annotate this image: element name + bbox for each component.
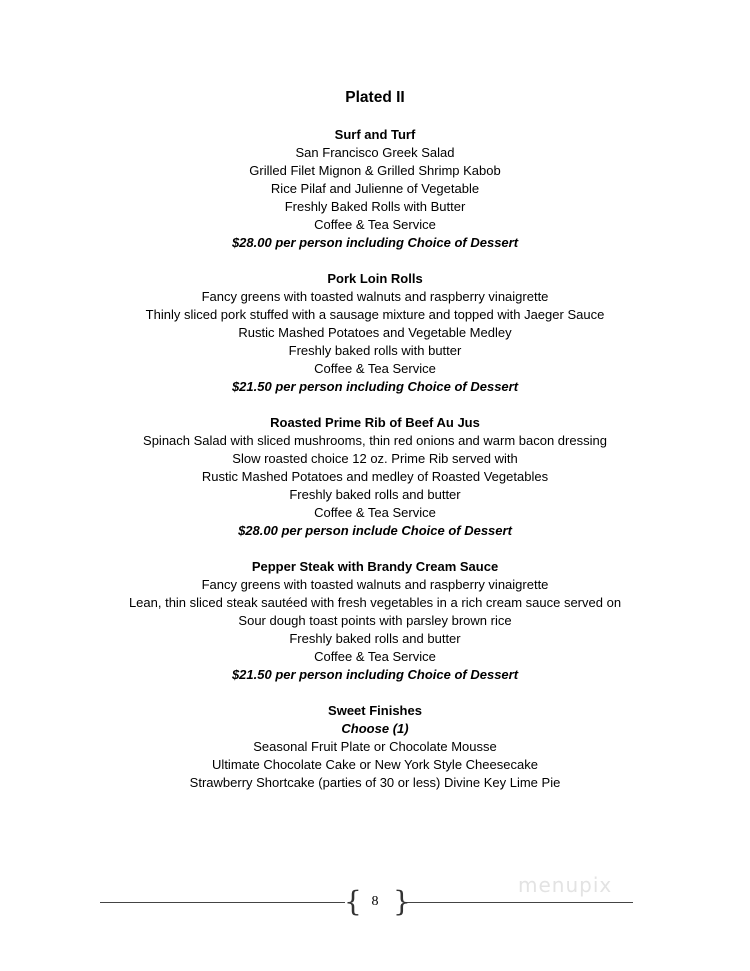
menu-section-pepper-steak (0, 558, 750, 684)
menu-item: Grilled Filet Mignon & Grilled Shrimp Kabob (249, 163, 501, 178)
menu-item: Lean, thin sliced steak sautéed with fresh vegetables in a rich cream sauce served on (128, 595, 622, 610)
menu-item: Rustic Mashed Potatoes and Vegetable Medley (238, 325, 512, 340)
footer-rule-left (100, 902, 345, 903)
menu-section-prime-rib (0, 414, 750, 540)
dessert-item: Ultimate Chocolate Cake or New York Style Cheesecake (212, 757, 538, 772)
section-price: $21.50 per person including Choice of Dessert (231, 667, 519, 682)
page-title: Plated II (345, 89, 405, 106)
menu-item: Rustic Mashed Potatoes and medley of Roasted Vegetables (201, 469, 549, 484)
menu-section-sweet-finishes (0, 702, 750, 792)
section-heading: Roasted Prime Rib of Beef Au Jus (270, 415, 480, 430)
menu-section-surf-and-turf (0, 126, 750, 252)
menu-item: Coffee & Tea Service (314, 217, 436, 232)
section-price: $21.50 per person including Choice of Dessert (231, 379, 519, 394)
section-heading: Pepper Steak with Brandy Cream Sauce (251, 559, 499, 574)
left-brace: { (344, 885, 362, 918)
menu-item: Thinly sliced pork stuffed with a sausage mixture and topped with Jaeger Sauce (145, 307, 605, 322)
section-heading: Pork Loin Rolls (327, 271, 423, 286)
menu-section-pork-loin-rolls (0, 270, 750, 396)
menu-item: Slow roasted choice 12 oz. Prime Rib served with (232, 451, 518, 466)
section-heading: Sweet Finishes (328, 703, 422, 718)
menu-item: Coffee & Tea Service (314, 505, 436, 520)
section-price: $28.00 per person include Choice of Dessert (238, 523, 512, 538)
dessert-item: Seasonal Fruit Plate or Chocolate Mousse (253, 739, 497, 754)
dessert-item: Strawberry Shortcake (parties of 30 or less) Divine Key Lime Pie (189, 775, 561, 790)
dessert-choice-note: Choose (1) (341, 721, 409, 736)
menu-item: Coffee & Tea Service (314, 361, 436, 376)
menu-item: Fancy greens with toasted walnuts and raspberry vinaigrette (201, 289, 549, 304)
menu-item: Coffee & Tea Service (314, 649, 436, 664)
page-number: 8 (371, 894, 379, 909)
section-price: $28.00 per person including Choice of Dessert (231, 235, 519, 250)
menu-item: Spinach Salad with sliced mushrooms, thin red onions and warm bacon dressing (143, 433, 607, 448)
menu-item: Sour dough toast points with parsley brown rice (238, 613, 512, 628)
menu-item: Freshly baked rolls and butter (289, 631, 461, 646)
menu-item: Rice Pilaf and Julienne of Vegetable (270, 181, 480, 196)
menu-item: Freshly baked rolls and butter (289, 487, 461, 502)
menu-item: Freshly Baked Rolls with Butter (284, 199, 466, 214)
section-heading: Surf and Turf (334, 127, 416, 142)
menupix-watermark: menupix (518, 873, 613, 897)
right-brace: } (393, 885, 411, 918)
menu-item: Freshly baked rolls with butter (288, 343, 462, 358)
footer-rule-right (405, 902, 633, 903)
menu-item: Fancy greens with toasted walnuts and raspberry vinaigrette (201, 577, 549, 592)
menu-item: San Francisco Greek Salad (295, 145, 455, 160)
